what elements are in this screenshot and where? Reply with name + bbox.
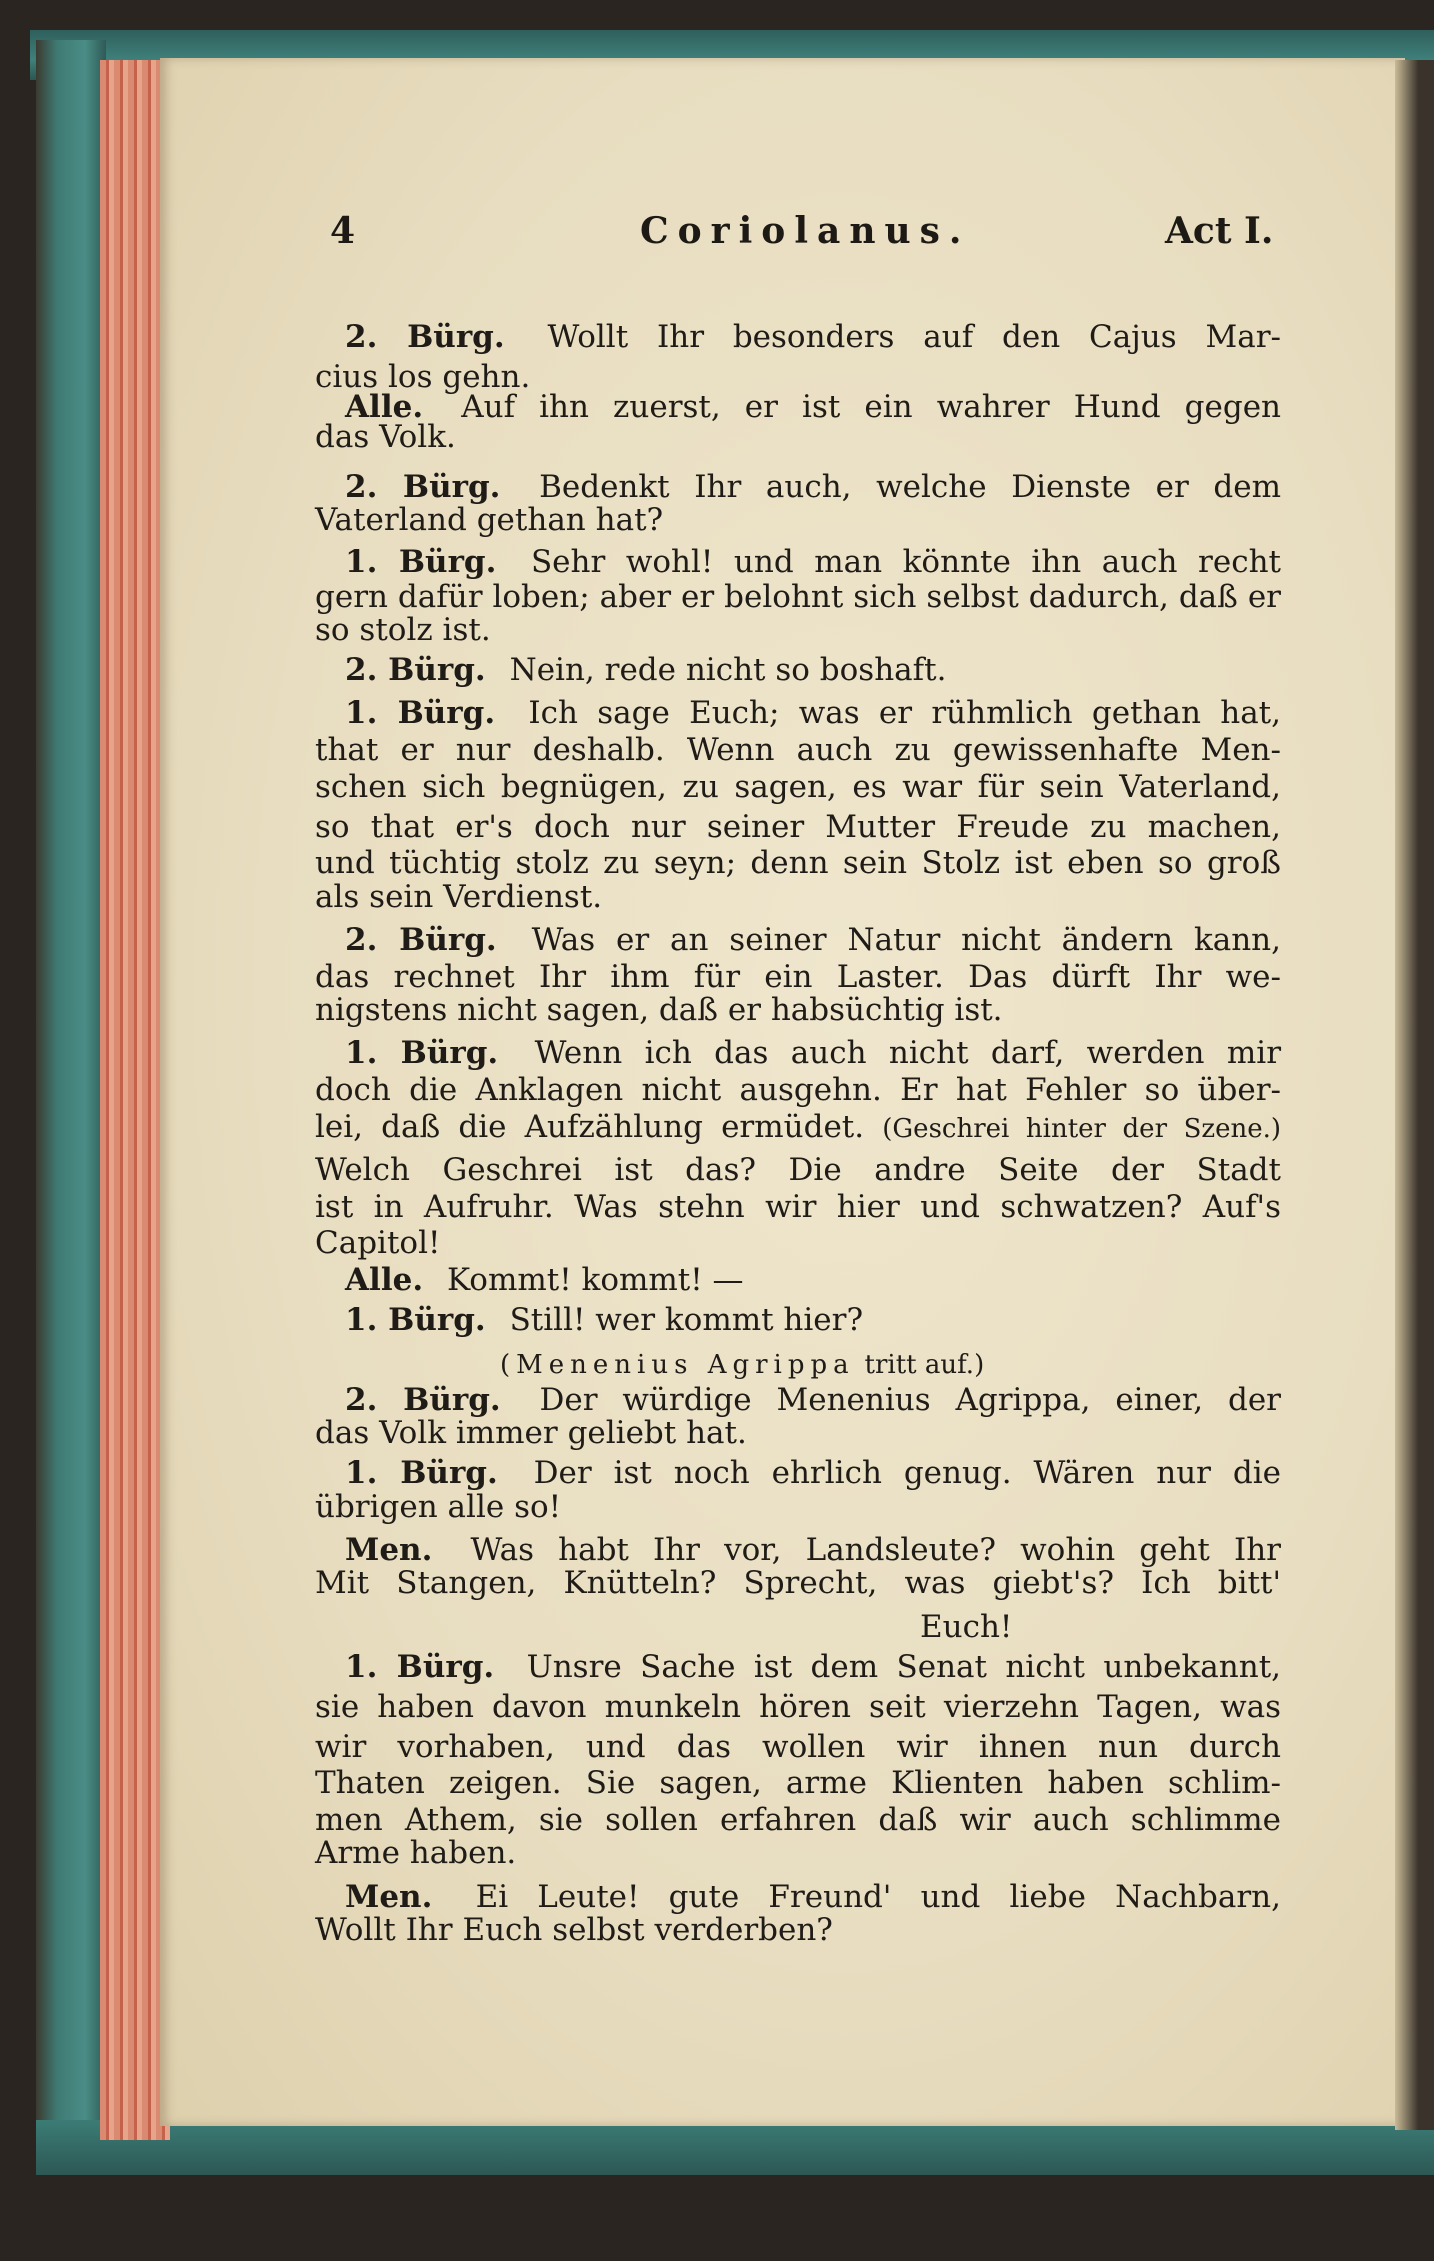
line-text: Wenn ich das auch nicht darf, werden mir — [534, 1035, 1282, 1071]
line-text: Capitol! — [315, 1225, 441, 1261]
line-text: Euch! — [920, 1609, 1013, 1645]
text-line — [315, 1687, 1281, 1727]
line-text: cius los gehn. — [315, 359, 531, 395]
speaker-name: 2. Bürg. — [345, 469, 501, 505]
speaker-name: 1. Bürg. — [345, 695, 496, 731]
line-text: Welch Geschrei ist das? Die andre Seite der Stadt — [315, 1152, 1281, 1188]
line-text: schen sich begnügen, zu sagen, es war für sein Vaterland, — [315, 769, 1281, 805]
text-line — [315, 990, 1281, 1030]
line-text: Bedenkt Ihr auch, welche Dienste er dem — [539, 469, 1281, 505]
line-text: und tüchtig stolz zu seyn; denn sein Stolz ist eben so groß — [315, 845, 1281, 881]
line-text: Thaten zeigen. Sie sagen, arme Klienten haben schlim- — [315, 1765, 1281, 1801]
speaker-name: Alle. — [345, 389, 424, 425]
line-text: übrigen alle so! — [315, 1489, 562, 1525]
speaker-name: 2. Bürg. — [345, 922, 497, 958]
speaker-name: 1. Bürg. — [345, 1455, 498, 1491]
line-text: Still! wer kommt hier? — [509, 1302, 864, 1338]
text-line — [345, 1033, 1281, 1073]
line-text: Was er an seiner Natur nicht ändern kann, — [531, 922, 1281, 958]
speaker-name: 2. Bürg. — [345, 1382, 501, 1418]
line-text: Sehr wohl! und man könnte ihn auch recht — [530, 544, 1281, 580]
text-line — [315, 1487, 1281, 1527]
line-text: als sein Verdienst. — [315, 879, 603, 915]
text-line — [315, 1563, 1281, 1603]
line-text: lei, daß die Aufzählung ermüdet. — [315, 1109, 865, 1145]
line-text: Auf ihn zuerst, er ist ein wahrer Hund gegen — [461, 389, 1282, 425]
speaker-name: 2. Bürg. — [345, 319, 505, 355]
line-text: sie haben davon munkeln hören seit vierzehn Tagen, was — [315, 1689, 1281, 1725]
line-text: ist in Aufruhr. Was stehn wir hier und schwatzen? Auf's — [315, 1189, 1281, 1225]
line-text: Vaterland gethan hat? — [315, 502, 664, 538]
line-text: Kommt! kommt! — — [446, 1262, 744, 1298]
line-text: tritt auf.) — [864, 1350, 985, 1380]
line-text: that er nur deshalb. Wenn auch zu gewissenhafte Men- — [315, 732, 1281, 768]
text-line — [345, 1647, 1281, 1687]
text-line — [315, 1107, 1281, 1147]
line-text: Ei Leute! gute Freund' und liebe Nachbarn, — [475, 1879, 1281, 1915]
line-text: Arme haben. — [315, 1835, 517, 1871]
act-label: Act I. — [1165, 210, 1274, 252]
speaker-name: 2. Bürg. — [345, 652, 486, 688]
speaker-name: Men. — [345, 1532, 433, 1568]
line-text: das Volk immer geliebt hat. — [315, 1415, 747, 1451]
text-line — [345, 1260, 1281, 1300]
text-line — [315, 1223, 1281, 1263]
page-gutter-shadow — [1395, 60, 1434, 2130]
text-line — [315, 1727, 1281, 1767]
text-line — [345, 542, 1281, 582]
text-line — [315, 1833, 1281, 1873]
text-line — [315, 807, 1281, 847]
text-line — [315, 1910, 1281, 1950]
book-cover-bottom — [36, 2120, 1434, 2175]
text-line — [345, 650, 1281, 690]
line-text: Wollt Ihr Euch selbst verderben? — [315, 1912, 833, 1948]
line-text: Der ist noch ehrlich genug. Wären nur die — [533, 1455, 1281, 1491]
line-text: Ich sage Euch; was er rühmlich gethan hat, — [528, 695, 1281, 731]
line-text: nigstens nicht sagen, daß er habsüchtig ist. — [315, 992, 1003, 1028]
line-text: Nein, rede nicht so boshaft. — [509, 652, 947, 688]
line-text: doch die Anklagen nicht ausgehn. Er hat Fehler so über- — [315, 1072, 1281, 1108]
speaker-name: Alle. — [345, 1262, 424, 1298]
text-line — [315, 1413, 1281, 1453]
text-line — [345, 693, 1281, 733]
line-text: das Volk. — [315, 419, 456, 455]
line-text: Mit Stangen, Knütteln? Sprecht, was giebt's? Ich bitt' — [315, 1565, 1281, 1601]
text-line — [315, 1070, 1281, 1110]
line-text: so stolz ist. — [315, 612, 491, 648]
speaker-name: 1. Bürg. — [345, 1302, 486, 1338]
text-line — [315, 1150, 1281, 1190]
line-text: men Athem, sie sollen erfahren daß wir auch schlimme — [315, 1802, 1281, 1838]
line-text: so that er's doch nur seiner Mutter Freude zu machen, — [315, 809, 1281, 845]
text-line — [920, 1607, 1434, 1647]
text-line — [315, 877, 1281, 917]
line-text: wir vorhaben, und das wollen wir ihnen nun durch — [315, 1729, 1281, 1765]
text-line — [315, 1763, 1281, 1803]
line-text: Wollt Ihr besonders auf den Cajus Mar- — [547, 319, 1281, 355]
text-line — [315, 767, 1281, 807]
page-number: 4 — [330, 210, 356, 252]
line-text: das rechnet Ihr ihm für ein Laster. Das dürft Ihr we- — [315, 959, 1281, 995]
text-line — [315, 417, 1281, 457]
text-line — [345, 317, 1281, 357]
stage-direction-name: (Menenius Agrippa — [500, 1350, 855, 1380]
line-text: Was habt Ihr vor, Landsleute? wohin geht Ihr — [470, 1532, 1281, 1568]
text-line — [345, 920, 1281, 960]
line-text: Der würdige Menenius Agrippa, einer, der — [539, 1382, 1281, 1418]
text-line — [315, 1187, 1281, 1227]
speaker-name: 1. Bürg. — [345, 1035, 499, 1071]
line-text: Unsre Sache ist dem Senat nicht unbekannt, — [526, 1649, 1282, 1685]
speaker-name: 1. Bürg. — [345, 1649, 495, 1685]
text-line — [315, 500, 1281, 540]
text-line — [315, 610, 1281, 650]
speaker-name: Men. — [345, 1879, 433, 1915]
book-cover-spine — [36, 40, 106, 2170]
speaker-name: 1. Bürg. — [345, 544, 497, 580]
text-line — [315, 730, 1281, 770]
running-title: Coriolanus. — [640, 210, 971, 252]
text-line — [345, 1300, 1281, 1340]
stage-direction: (Geschrei hinter der Szene.) — [882, 1114, 1282, 1144]
text-line — [500, 1343, 1434, 1383]
line-text: gern dafür loben; aber er belohnt sich selbst dadurch, daß er — [315, 579, 1281, 615]
